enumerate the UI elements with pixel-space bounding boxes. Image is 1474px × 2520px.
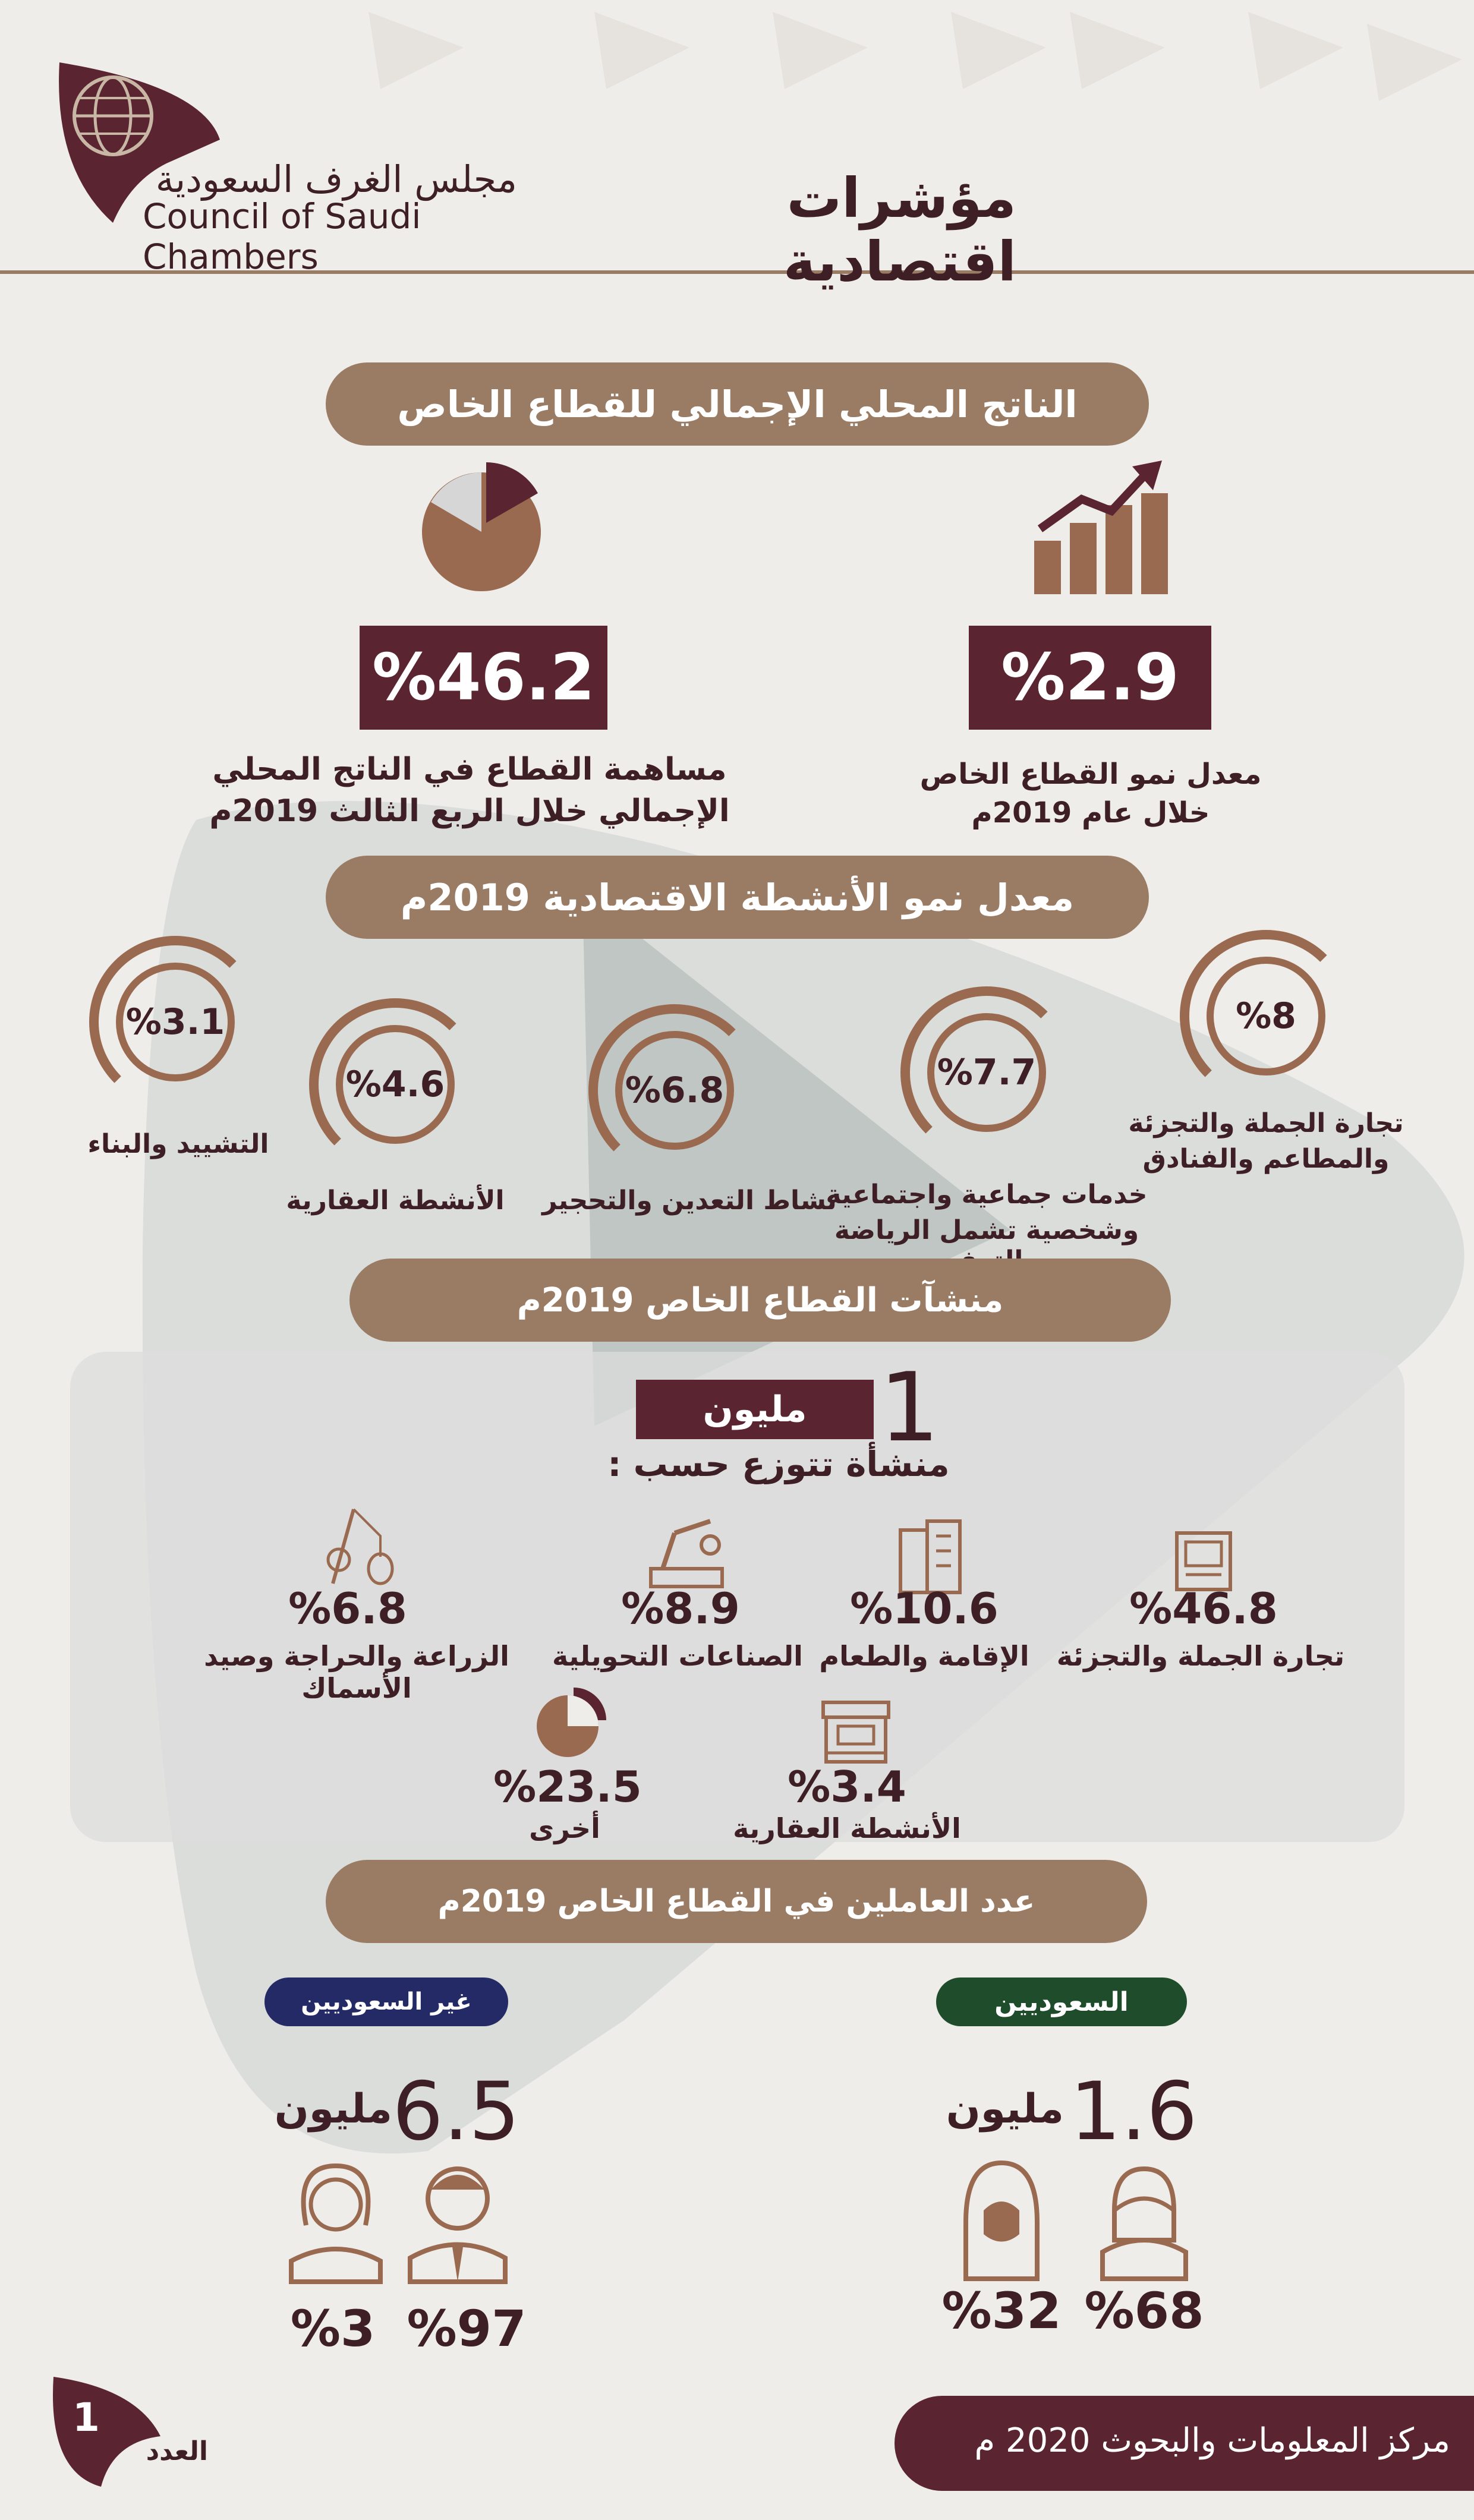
activity-label: والمطاعم والفنادق (1142, 1144, 1390, 1174)
gdp-contribution-label-2: الإجمالي خلال الربع الثالث 2019م (209, 793, 730, 829)
robot-arm-icon (645, 1509, 728, 1592)
activity-ring: %7.7 (927, 1013, 1046, 1132)
section-title-workers: عدد العاملين في القطاع الخاص 2019م (326, 1860, 1147, 1943)
saudi-workers-unit: مليون (946, 2086, 1064, 2133)
non-saudi-badge: غير السعوديين (264, 1977, 508, 2026)
issue-badge-icon (48, 2371, 166, 2490)
activity-ring: %8 (1207, 957, 1325, 1076)
activity-label: تجارة الجملة والتجزئة (1128, 1108, 1404, 1138)
establishment-value: %46.8 (1129, 1584, 1278, 1633)
logo-english-name: Council of Saudi Chambers (143, 196, 421, 277)
activity-ring: %4.6 (336, 1025, 455, 1144)
activity-ring: %3.1 (116, 963, 235, 1081)
establishment-value: %10.6 (850, 1584, 999, 1633)
establishment-label: تجارة الجملة والتجزئة (1056, 1640, 1345, 1672)
storefront-icon (817, 1696, 895, 1768)
issue-label: العدد (146, 2436, 208, 2467)
growth-bars-icon (1028, 458, 1171, 600)
activity-ring: %6.8 (615, 1031, 734, 1150)
activity-label: وشخصية تشمل الرياضة (834, 1215, 1139, 1245)
activity-label: التشييد والبناء (87, 1129, 269, 1159)
logo-arabic-name: مجلس الغرف السعودية (155, 157, 517, 201)
saudi-workers-number: 1.6 (1070, 2065, 1198, 2158)
establishment-value: %23.5 (493, 1762, 642, 1812)
non-saudi-workers-unit: مليون (274, 2086, 392, 2133)
section-title-gdp: الناتج المحلي الإجمالي للقطاع الخاص (326, 362, 1149, 446)
gdp-growth-label-1: معدل نمو القطاع الخاص (919, 758, 1262, 791)
activity-label: خدمات جماعية واجتماعية (826, 1179, 1148, 1210)
fishing-icon (309, 1500, 398, 1589)
establishment-value: %3.4 (788, 1762, 906, 1812)
establishments-count-unit: مليون (636, 1380, 874, 1439)
establishment-label: الصناعات التحويلية (552, 1640, 803, 1672)
saudi-male-pct: %68 (1084, 2282, 1204, 2340)
gdp-growth-label-2: خلال عام 2019م (971, 796, 1210, 830)
gdp-contribution-value: %46.2 (360, 626, 607, 730)
establishments-count-number: 1 (879, 1352, 940, 1463)
establishment-value: %6.8 (288, 1584, 407, 1633)
establishment-value: %8.9 (621, 1584, 740, 1633)
saudi-badge: السعوديين (936, 1977, 1187, 2026)
section-title-establishments: منشآت القطاع الخاص 2019م (349, 1259, 1171, 1342)
establishments-distribution-label: منشأة تتوزع حسب : (607, 1444, 950, 1484)
section-title-activities: معدل نمو الأنشطة الاقتصادية 2019م (326, 856, 1149, 939)
activity-label: الأنشطة العقارية (286, 1185, 505, 1216)
gdp-contribution-label-1: مساهمة القطاع في الناتج المحلي (212, 752, 727, 787)
establishment-label: الزراعة والحراجة وصيد الأسماك (204, 1640, 509, 1704)
footer-source: مركز المعلومات والبحوث 2020 م (974, 2421, 1450, 2460)
establishment-label: أخرى (529, 1812, 600, 1844)
saudi-female-pct: %32 (941, 2282, 1062, 2340)
activity-label: نشاط التعدين والتحجير (542, 1185, 837, 1216)
non-saudi-man-icon (401, 2154, 514, 2285)
non-saudi-female-pct: %3 (290, 2300, 376, 2358)
pie-chart-icon (410, 458, 553, 594)
saudi-man-icon (1091, 2151, 1198, 2282)
saudi-woman-icon (948, 2151, 1055, 2282)
issue-number: 1 (73, 2395, 100, 2440)
page-title: مؤشرات اقتصادية (783, 166, 1016, 294)
non-saudi-woman-icon (282, 2154, 389, 2285)
non-saudi-workers-number: 6.5 (392, 2065, 520, 2158)
establishment-label: الأنشطة العقارية (733, 1812, 961, 1844)
non-saudi-male-pct: %97 (407, 2300, 527, 2358)
establishment-label: الإقامة والطعام (819, 1640, 1029, 1672)
gdp-growth-value: %2.9 (969, 626, 1211, 730)
